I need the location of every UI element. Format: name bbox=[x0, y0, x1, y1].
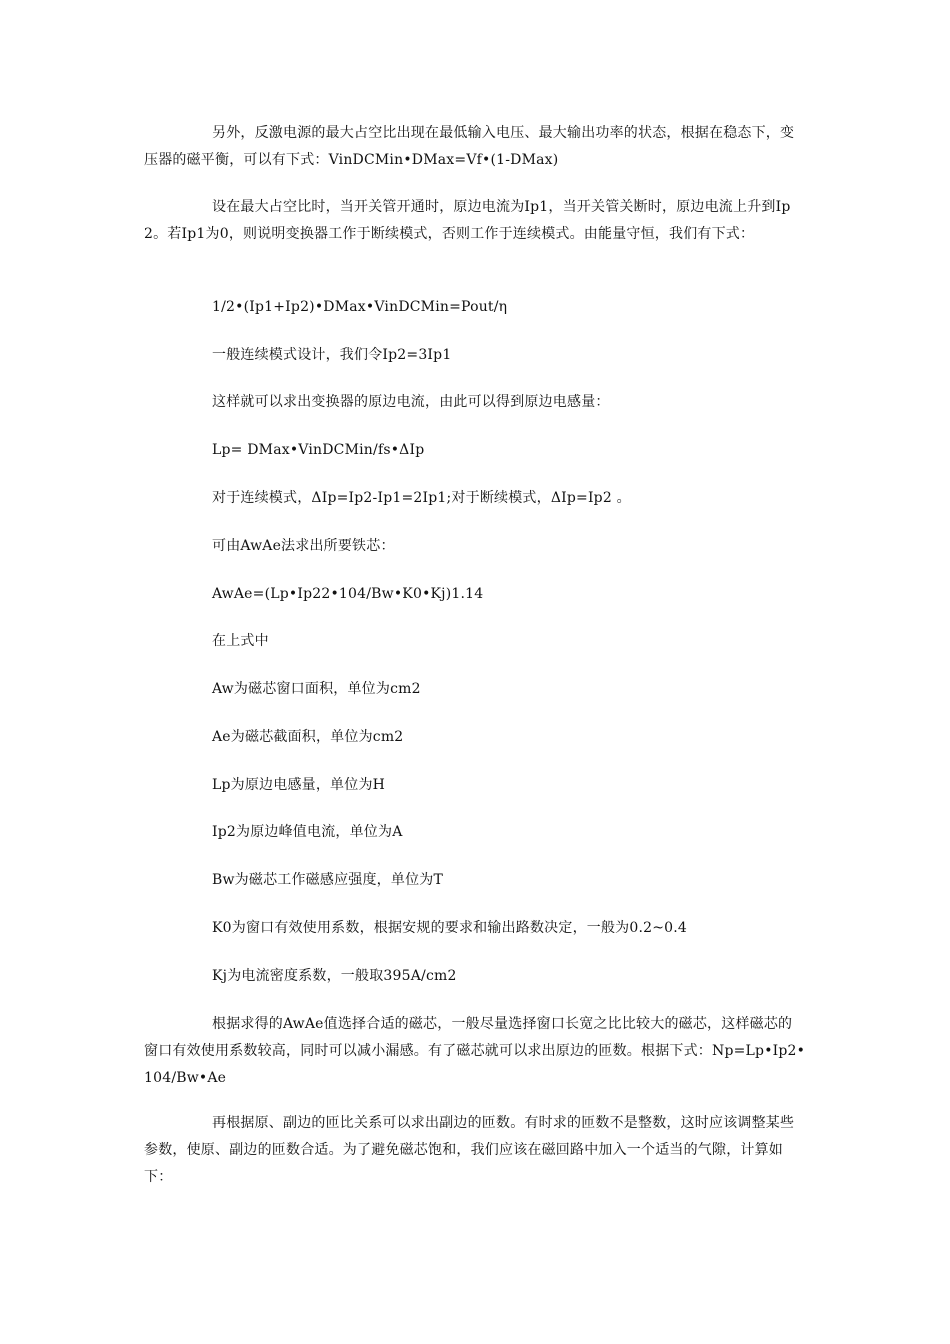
definition-ae: Ae为磁芯截面积，单位为cm2 bbox=[212, 729, 404, 745]
definition-bw: Bw为磁芯工作磁感应强度，单位为T bbox=[212, 872, 444, 888]
definition-lp: Lp为原边电感量，单位为H bbox=[212, 777, 386, 793]
text-delta-ip: 对于连续模式，ΔIp=Ip2-Ip1=2Ip1;对于断续模式，ΔIp=Ip2 。 bbox=[212, 490, 631, 506]
text-continuous-design: 一般连续模式设计，我们令Ip2=3Ip1 bbox=[212, 347, 452, 363]
definition-k0: K0为窗口有效使用系数，根据安规的要求和输出路数决定，一般为0.2~0.4 bbox=[212, 920, 688, 936]
text-primary-inductance-intro: 这样就可以求出变换器的原边电流，由此可以得到原边电感量： bbox=[212, 394, 610, 410]
paragraph-primary-current: 设在最大占空比时，当开关管开通时，原边电流为Ip1，当开关管关断时，原边电流上升到Ip2。若Ip1为0，则说明变换器工作于断续模式，否则工作于连续模式。由能量守恒，我们有下式： bbox=[144, 199, 791, 242]
equation-energy-conservation: 1/2•(Ip1+Ip2)•DMax•VinDCMin=Pout/η bbox=[212, 299, 508, 315]
equation-awae: AwAe=(Lp•Ip22•104/Bw•K0•Kj)1.14 bbox=[212, 586, 484, 602]
definition-aw: Aw为磁芯窗口面积，单位为cm2 bbox=[212, 681, 421, 697]
paragraph-max-duty-cycle: 另外，反激电源的最大占空比出现在最低输入电压、最大输出功率的状态，根据在稳态下，变压器的磁平衡，可以有下式：VinDCMin•DMax=Vf•(1-DMax) bbox=[144, 125, 795, 168]
paragraph-secondary-turns: 再根据原、副边的匝比关系可以求出副边的匝数。有时求的匝数不是整数，这时应该调整某些参数，使原、副边的匝数合适。为了避免磁芯饱和，我们应该在磁回路中加入一个适当的气隙，计算如下： bbox=[144, 1115, 795, 1185]
text-where: 在上式中 bbox=[212, 633, 269, 649]
definition-kj: Kj为电流密度系数，一般取395A/cm2 bbox=[212, 968, 457, 984]
equation-primary-inductance: Lp= DMax•VinDCMin/fs•ΔIp bbox=[212, 442, 425, 458]
text-awae-method: 可由AwAe法求出所要铁芯： bbox=[212, 538, 395, 554]
paragraph-core-selection: 根据求得的AwAe值选择合适的磁芯，一般尽量选择窗口长宽之比比较大的磁芯，这样磁芯的窗口有效使用系数较高，同时可以减小漏感。有了磁芯就可以求出原边的匝数。根据下式：Np=Lp•Ip2•104/Bw•Ae bbox=[144, 1016, 806, 1086]
definition-ip2: Ip2为原边峰值电流，单位为A bbox=[212, 824, 403, 840]
